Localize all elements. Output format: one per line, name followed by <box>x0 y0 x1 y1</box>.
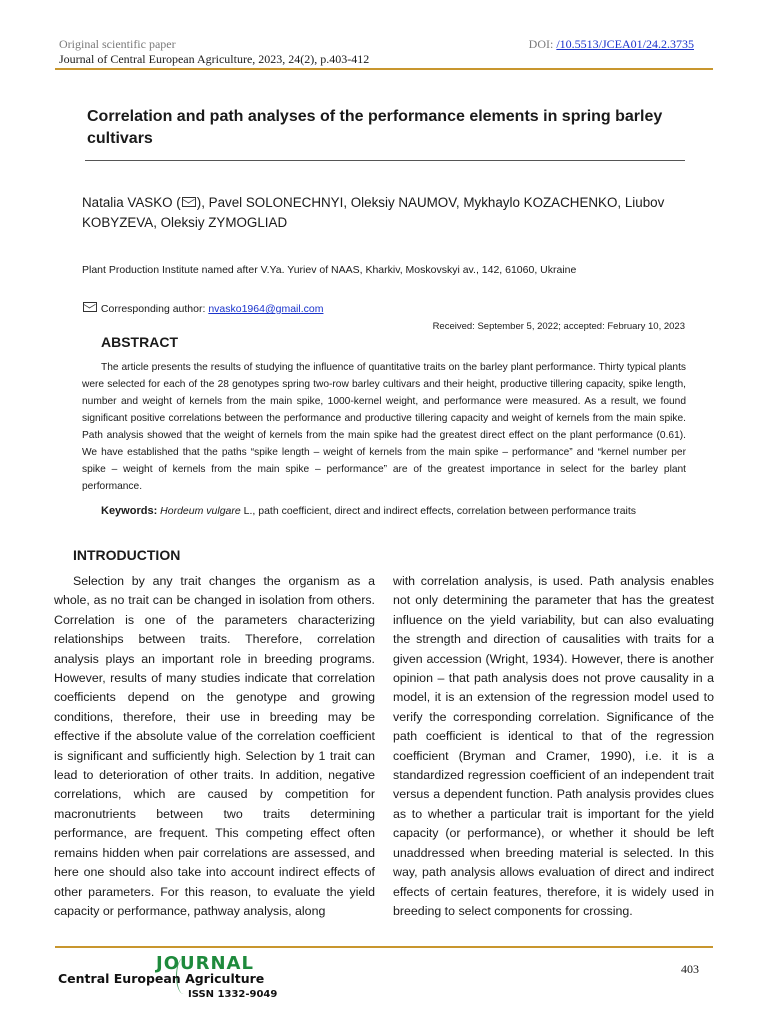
running-header <box>59 37 479 67</box>
journal-logo <box>58 954 288 1004</box>
introduction-heading: INTRODUCTION <box>73 547 181 563</box>
journal-citation: Journal of Central European Agriculture, 2023, 24(2), p.403-412 <box>59 52 370 66</box>
corresponding-email-link[interactable]: nvasko1964@gmail.com <box>208 303 324 315</box>
keywords-species: Hordeum vulgare <box>160 505 241 517</box>
logo-journal-name: Central European Agriculture <box>58 971 265 986</box>
author-rest: ), Pavel SOLONECHNYI, Oleksiy NAUMOV, Mykhaylo KOZACHENKO, Liubov KOBYZEVA, Oleksiy ZYMOGLIAD <box>82 195 665 230</box>
paper-type: Original scientific paper <box>59 37 176 51</box>
received-dates: Received: September 5, 2022; accepted: February 10, 2023 <box>432 321 685 332</box>
author-first: Natalia VASKO ( <box>82 195 181 210</box>
keywords <box>101 504 636 518</box>
envelope-icon[interactable] <box>182 197 196 207</box>
introduction-right-column: with correlation analysis, is used. Path analysis enables not only determining the parameter that has the greatest influence on the yield variability, but can also evaluating the strength and direction of causalities with traits for a given accession (Wright, 1934). However, there is another opinion – that path analysis does not prove causality in a model, it is an extension of the regression model used to verify the corresponding correlation. Significance of the path coefficient is identical to that of the regression coefficient (Bryman and Cramer, 1990), i.e. it is a standardized regression coefficient of an independent trait versus a dependent function. Path analysis provides clues as to whether a particular trait is important for the yield capacity (or performance), or whether it should be left unaddressed when breeding material is selected. In this way, path analysis allows evaluation of direct and indirect effects of certain features, therefore, it is widely used in breeding to select components for crossing. <box>393 574 714 918</box>
abstract-heading: ABSTRACT <box>101 334 178 350</box>
footer-divider <box>55 946 713 948</box>
introduction-left-column: Selection by any trait changes the organism as a whole, as no trait can be changed in isolation from others. Correlation is one of the parameters characterizing relationships between traits. Therefore, correlation analysis plays an important role in breeding programs. However, results of many studies indicate that correlation coefficients depend on the genotype and growing conditions, therefore, their use in breeding may be effective if the absolute value of the correlation coefficient is significant and sufficiently high. Selection by 1 trait can lead to deterioration of other traits. In addition, negative correlations, which are caused by competition for macronutrients between two traits determining performance, are frequent. This competing effect often remains hidden when pair correlations are assessed, and here one should also take into account indirect effects of other parameters. For this reason, to evaluate the yield capacity or performance, pathway analysis, along <box>54 574 375 918</box>
header-divider <box>55 68 713 70</box>
affiliation: Plant Production Institute named after V.Ya. Yuriev of NAAS, Kharkiv, Moskovskyi av., 142, 61060, Ukraine <box>82 264 577 276</box>
title-divider <box>85 160 685 161</box>
keywords-label: Keywords: <box>101 505 158 517</box>
paper-title: Correlation and path analyses of the performance elements in spring barley cultivars <box>87 108 663 147</box>
author-list <box>82 193 692 233</box>
doi-label: DOI: <box>528 37 554 51</box>
keywords-list: L., path coefficient, direct and indirect effects, correlation between performance traits <box>240 505 637 517</box>
logo-issn: ISSN 1332-9049 <box>188 989 278 1000</box>
logo-journal-word: JOURNAL <box>156 953 254 974</box>
envelope-icon <box>83 302 97 312</box>
corresponding-author <box>82 302 323 316</box>
doi-link[interactable]: /10.5513/JCEA01/24.2.3735 <box>556 37 694 51</box>
abstract-body: The article presents the results of studying the influence of quantitative traits on the barley plant performance. Thirty typical plants were selected for each of the 28 genotypes spring two-row barley cultivars and their height, productive tillering capacity, spike length, number and weight of kernels from the main spike, 1000-kernel weight, and performance were measured. As a result, we found significant positive correlations between the performance and productive tillering capacity and weight of kernels from the main spike. Path analysis showed that the weight of kernels from the main spike had the greatest direct effect on the plant performance (0.61). We have established that the paths “spike length – weight of kernels from the main spike – performance” and “kernel number per spike – weight of kernels from the main spike – performance” are of the greatest importance in select for the barley plant performance. <box>82 362 686 492</box>
doi <box>529 37 694 52</box>
page-number: 403 <box>681 962 699 976</box>
corresponding-label: Corresponding author: <box>100 303 206 315</box>
